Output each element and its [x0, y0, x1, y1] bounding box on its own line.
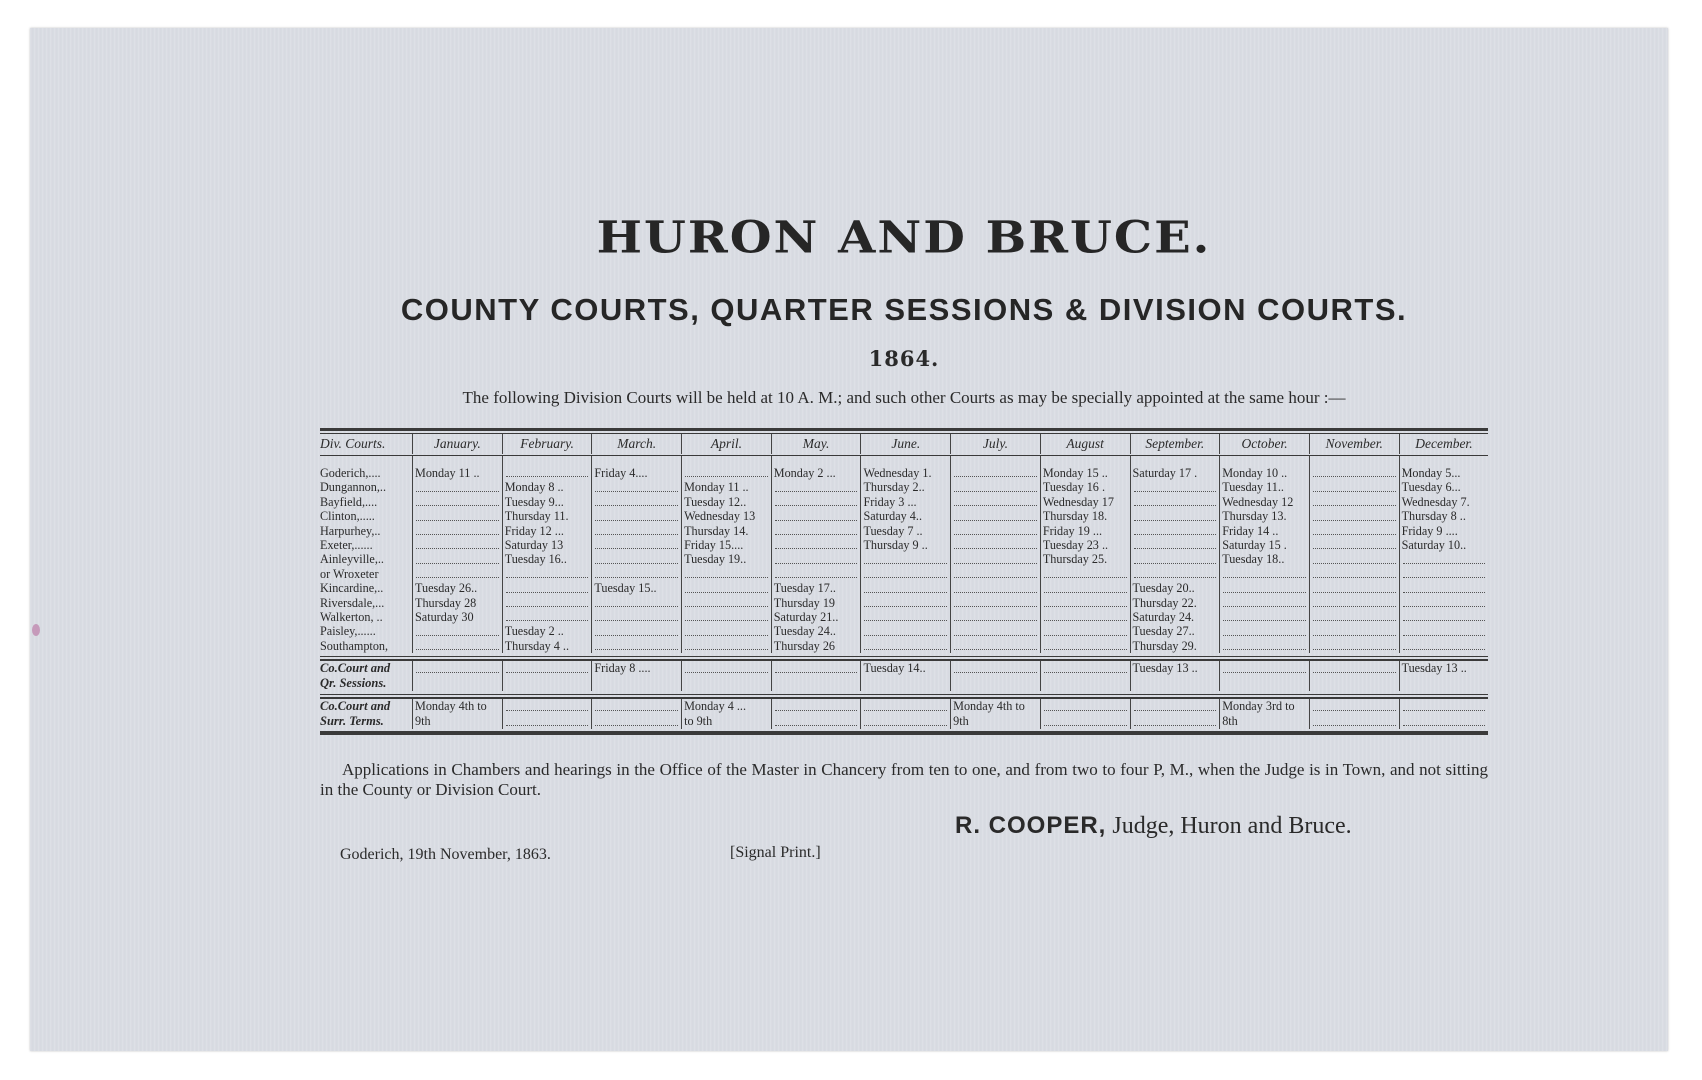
- court-date-cell: [502, 596, 592, 610]
- court-date-cell: Thursday 18.: [1040, 509, 1130, 523]
- court-name-cell: Walkerton, ..: [320, 609, 383, 624]
- court-name-cell: Ainleyville,..: [320, 552, 384, 567]
- division-courts-rows: [320, 466, 1488, 653]
- court-date-cell: [1399, 676, 1489, 691]
- intro-text: The following Division Courts will be held at 10 A. M.; and such other Courts as may be specially appointed at the same hour :—: [462, 388, 1346, 407]
- court-date-cell: [771, 714, 861, 729]
- court-date-cell: [1399, 624, 1489, 638]
- court-date-cell: [1040, 624, 1130, 638]
- court-date-cell: [1130, 538, 1220, 552]
- place-and-date: Goderich, 19th November, 1863.: [340, 846, 551, 863]
- court-date-cell: Friday 8 ....: [591, 661, 681, 676]
- court-date-cell: [681, 639, 771, 653]
- signature-name: R. COOPER,: [955, 812, 1107, 839]
- printer-credit: [Signal Print.]: [730, 844, 821, 861]
- court-date-cell: Friday 15....: [681, 538, 771, 552]
- court-date-cell: Wednesday 1.: [860, 466, 950, 480]
- court-date-cell: [1309, 538, 1399, 552]
- column-header: November.: [1309, 434, 1399, 454]
- court-name-cell: Dungannon,..: [320, 480, 387, 495]
- poster-subtitle: COUNTY COURTS, QUARTER SESSIONS & DIVISION COURTS.: [400, 292, 1408, 327]
- court-date-cell: Saturday 15 .: [1219, 538, 1309, 552]
- court-date-cell: [771, 480, 861, 494]
- table-row: [320, 509, 1488, 523]
- court-date-cell: [950, 661, 1040, 676]
- court-date-cell: [591, 524, 681, 538]
- row-label: Co.Court and: [320, 699, 391, 714]
- signature: [955, 812, 1352, 840]
- court-date-cell: Saturday 4..: [860, 509, 950, 523]
- court-date-cell: [1309, 567, 1399, 581]
- court-date-cell: [1130, 480, 1220, 494]
- poster-title: HURON AND BRUCE.: [596, 212, 1212, 264]
- court-date-cell: [771, 661, 861, 676]
- court-date-cell: [771, 509, 861, 523]
- court-date-cell: [681, 661, 771, 676]
- column-header: September.: [1130, 434, 1220, 454]
- court-date-cell: [950, 639, 1040, 653]
- table-row: [320, 624, 1488, 638]
- court-date-cell: [860, 714, 950, 729]
- court-date-cell: [1040, 699, 1130, 714]
- court-date-cell: [1219, 624, 1309, 638]
- court-date-cell: to 9th: [681, 714, 771, 729]
- table-row: [320, 567, 1488, 581]
- court-date-cell: [412, 495, 502, 509]
- court-date-cell: Saturday 21..: [771, 610, 861, 624]
- court-date-cell: [681, 466, 771, 480]
- court-name-cell: Southampton,: [320, 638, 389, 653]
- court-date-cell: Friday 19 ...: [1040, 524, 1130, 538]
- column-header: June.: [860, 434, 950, 454]
- court-date-cell: [1040, 567, 1130, 581]
- table-row: [320, 714, 1488, 729]
- court-date-cell: Thursday 26: [771, 639, 861, 653]
- court-date-cell: Thursday 2..: [860, 480, 950, 494]
- court-date-cell: Wednesday 17: [1040, 495, 1130, 509]
- surrogate-terms-rows: [320, 699, 1488, 729]
- court-date-cell: [860, 624, 950, 638]
- signature-title: Judge, Huron and Bruce.: [1112, 813, 1352, 839]
- court-date-cell: Wednesday 13: [681, 509, 771, 523]
- table-row: [320, 610, 1488, 624]
- court-date-cell: [950, 581, 1040, 595]
- court-date-cell: [1219, 610, 1309, 624]
- court-date-cell: [1130, 676, 1220, 691]
- section-rule: [320, 656, 1488, 657]
- court-date-cell: [412, 480, 502, 494]
- table-row: [320, 639, 1488, 653]
- court-date-cell: [681, 581, 771, 595]
- court-date-cell: Thursday 29.: [1130, 639, 1220, 653]
- court-date-cell: Tuesday 17..: [771, 581, 861, 595]
- court-date-cell: Thursday 13.: [1219, 509, 1309, 523]
- court-name-cell: Harpurhey,..: [320, 523, 381, 538]
- column-header: July.: [950, 434, 1040, 454]
- table-row: [320, 495, 1488, 509]
- table-header-row: [320, 434, 1488, 454]
- court-date-cell: Tuesday 20..: [1130, 581, 1220, 595]
- court-date-cell: [591, 538, 681, 552]
- court-date-cell: [860, 552, 950, 566]
- court-date-cell: [591, 567, 681, 581]
- court-date-cell: [1040, 610, 1130, 624]
- court-date-cell: [1040, 714, 1130, 729]
- court-date-cell: Tuesday 26..: [412, 581, 502, 595]
- court-date-cell: Monday 2 ...: [771, 466, 861, 480]
- court-date-cell: [950, 610, 1040, 624]
- court-date-cell: [412, 661, 502, 676]
- court-date-cell: [1309, 699, 1399, 714]
- table-gap: [320, 456, 1488, 466]
- court-date-cell: [412, 552, 502, 566]
- court-date-cell: Friday 4....: [591, 466, 681, 480]
- court-date-cell: [591, 714, 681, 729]
- court-date-cell: Monday 3rd to: [1219, 699, 1309, 714]
- court-date-cell: 9th: [412, 714, 502, 729]
- court-date-cell: Monday 10 ..: [1219, 466, 1309, 480]
- court-date-cell: [950, 495, 1040, 509]
- court-date-cell: [502, 567, 592, 581]
- row-label: Co.Court and: [320, 661, 391, 676]
- court-date-cell: Monday 5...: [1399, 466, 1489, 480]
- table-row: [320, 538, 1488, 552]
- court-date-cell: Friday 14 ..: [1219, 524, 1309, 538]
- court-date-cell: [1309, 480, 1399, 494]
- column-header: February.: [502, 434, 592, 454]
- court-date-cell: Tuesday 2 ..: [502, 624, 592, 638]
- court-date-cell: [591, 596, 681, 610]
- court-date-cell: Thursday 14.: [681, 524, 771, 538]
- table-row: [320, 581, 1488, 595]
- court-date-cell: [1040, 661, 1130, 676]
- court-date-cell: [1130, 567, 1220, 581]
- court-date-cell: [591, 624, 681, 638]
- court-name-cell: Paisley,......: [320, 624, 376, 639]
- court-date-cell: Tuesday 27..: [1130, 624, 1220, 638]
- table-row: [320, 524, 1488, 538]
- table-row: [320, 552, 1488, 566]
- court-date-cell: [950, 538, 1040, 552]
- court-date-cell: Tuesday 16 .: [1040, 480, 1130, 494]
- court-date-cell: Monday 4 ...: [681, 699, 771, 714]
- court-date-cell: [860, 596, 950, 610]
- court-date-cell: [1309, 639, 1399, 653]
- court-date-cell: Monday 4th to: [950, 699, 1040, 714]
- poster-sheet: [30, 28, 1668, 1051]
- court-date-cell: Tuesday 24..: [771, 624, 861, 638]
- column-header: Div. Courts.: [320, 436, 386, 451]
- court-date-cell: [681, 596, 771, 610]
- court-date-cell: [1130, 495, 1220, 509]
- court-date-cell: Monday 11 ..: [681, 480, 771, 494]
- court-date-cell: [1399, 567, 1489, 581]
- row-label: Qr. Sessions.: [320, 676, 387, 691]
- court-date-cell: [591, 480, 681, 494]
- court-date-cell: [1040, 581, 1130, 595]
- court-date-cell: Tuesday 13 ..: [1130, 661, 1220, 676]
- court-date-cell: Saturday 17 .: [1130, 466, 1220, 480]
- court-date-cell: Thursday 25.: [1040, 552, 1130, 566]
- court-date-cell: [950, 676, 1040, 691]
- court-date-cell: [1399, 714, 1489, 729]
- court-date-cell: [502, 676, 592, 691]
- column-header: December.: [1399, 434, 1489, 454]
- court-date-cell: Thursday 22.: [1130, 596, 1220, 610]
- court-date-cell: [1130, 699, 1220, 714]
- court-date-cell: [1219, 581, 1309, 595]
- court-date-cell: Monday 4th to: [412, 699, 502, 714]
- column-header: May.: [771, 434, 861, 454]
- court-date-cell: [860, 581, 950, 595]
- court-date-cell: Tuesday 7 ..: [860, 524, 950, 538]
- court-date-cell: [1309, 495, 1399, 509]
- court-date-cell: [681, 567, 771, 581]
- court-date-cell: [950, 624, 1040, 638]
- court-date-cell: [950, 466, 1040, 480]
- court-date-cell: [1399, 552, 1489, 566]
- court-date-cell: Thursday 4 ..: [502, 639, 592, 653]
- column-header: October.: [1219, 434, 1309, 454]
- court-date-cell: [1309, 581, 1399, 595]
- court-date-cell: [771, 495, 861, 509]
- court-date-cell: Thursday 11.: [502, 509, 592, 523]
- court-date-cell: [591, 699, 681, 714]
- court-date-cell: [1219, 639, 1309, 653]
- court-date-cell: [412, 676, 502, 691]
- court-date-cell: Monday 8 ..: [502, 480, 592, 494]
- table-top-rule: [320, 428, 1488, 431]
- court-date-cell: [771, 538, 861, 552]
- court-date-cell: [860, 610, 950, 624]
- court-date-cell: [681, 676, 771, 691]
- court-date-cell: [860, 639, 950, 653]
- court-date-cell: Tuesday 11..: [1219, 480, 1309, 494]
- court-date-cell: [950, 552, 1040, 566]
- court-date-cell: Wednesday 7.: [1399, 495, 1489, 509]
- court-date-cell: [1219, 567, 1309, 581]
- court-date-cell: [681, 610, 771, 624]
- court-date-cell: Thursday 19: [771, 596, 861, 610]
- court-date-cell: [1040, 639, 1130, 653]
- court-date-cell: Tuesday 23 ..: [1040, 538, 1130, 552]
- court-date-cell: [1309, 466, 1399, 480]
- table-bottom-rule: [320, 732, 1488, 735]
- court-date-cell: 8th: [1219, 714, 1309, 729]
- table-row: [320, 661, 1488, 676]
- court-date-cell: [860, 676, 950, 691]
- court-date-cell: [502, 466, 592, 480]
- court-date-cell: [412, 567, 502, 581]
- court-date-cell: [860, 567, 950, 581]
- court-date-cell: [591, 639, 681, 653]
- court-date-cell: Tuesday 14..: [860, 661, 950, 676]
- court-date-cell: Saturday 13: [502, 538, 592, 552]
- court-date-cell: [950, 524, 1040, 538]
- court-date-cell: [1219, 596, 1309, 610]
- court-date-cell: [1309, 676, 1399, 691]
- court-date-cell: [1130, 509, 1220, 523]
- court-date-cell: [502, 699, 592, 714]
- court-date-cell: [771, 552, 861, 566]
- court-name-cell: or Wroxeter: [320, 566, 379, 581]
- court-date-cell: 9th: [950, 714, 1040, 729]
- column-header: August: [1040, 434, 1130, 454]
- court-name-cell: Riversdale,...: [320, 595, 385, 610]
- court-date-cell: [1309, 509, 1399, 523]
- court-date-cell: [1040, 596, 1130, 610]
- court-date-cell: Tuesday 13 ..: [1399, 661, 1489, 676]
- court-schedule-table: [320, 428, 1488, 735]
- court-date-cell: [950, 567, 1040, 581]
- column-header: April.: [681, 434, 771, 454]
- court-date-cell: [1130, 524, 1220, 538]
- court-date-cell: [1219, 676, 1309, 691]
- court-date-cell: [1309, 524, 1399, 538]
- court-date-cell: [502, 714, 592, 729]
- court-date-cell: [1399, 596, 1489, 610]
- court-date-cell: Monday 11 ..: [412, 466, 502, 480]
- court-date-cell: [1309, 661, 1399, 676]
- court-date-cell: [591, 610, 681, 624]
- table-row: [320, 596, 1488, 610]
- court-name-cell: Kincardine,..: [320, 581, 384, 596]
- court-date-cell: Tuesday 15..: [591, 581, 681, 595]
- court-date-cell: Wednesday 12: [1219, 495, 1309, 509]
- section-rule-2: [320, 694, 1488, 695]
- court-date-cell: [1399, 699, 1489, 714]
- court-date-cell: [860, 699, 950, 714]
- court-date-cell: [1309, 624, 1399, 638]
- court-date-cell: Tuesday 18..: [1219, 552, 1309, 566]
- poster-year: 1864.: [868, 346, 940, 371]
- court-date-cell: Tuesday 19..: [681, 552, 771, 566]
- court-date-cell: Saturday 24.: [1130, 610, 1220, 624]
- court-date-cell: [591, 495, 681, 509]
- court-date-cell: [771, 567, 861, 581]
- court-date-cell: [1309, 596, 1399, 610]
- court-date-cell: [950, 480, 1040, 494]
- court-date-cell: [950, 596, 1040, 610]
- court-date-cell: [412, 524, 502, 538]
- court-date-cell: [1309, 610, 1399, 624]
- table-row: [320, 699, 1488, 714]
- row-label: Surr. Terms.: [320, 714, 384, 729]
- court-date-cell: Thursday 28: [412, 596, 502, 610]
- court-date-cell: [591, 676, 681, 691]
- table-row: [320, 466, 1488, 480]
- court-date-cell: [412, 624, 502, 638]
- court-name-cell: Bayfield,....: [320, 494, 378, 509]
- court-date-cell: Tuesday 12..: [681, 495, 771, 509]
- court-date-cell: [1309, 552, 1399, 566]
- court-date-cell: Thursday 8 ..: [1399, 509, 1489, 523]
- court-date-cell: [1399, 610, 1489, 624]
- column-header: March.: [591, 434, 681, 454]
- court-date-cell: [1130, 552, 1220, 566]
- court-date-cell: [591, 552, 681, 566]
- court-date-cell: [502, 661, 592, 676]
- court-date-cell: [502, 581, 592, 595]
- court-date-cell: [1040, 676, 1130, 691]
- court-date-cell: Tuesday 16..: [502, 552, 592, 566]
- court-date-cell: [1219, 661, 1309, 676]
- court-date-cell: [950, 509, 1040, 523]
- court-date-cell: Tuesday 6...: [1399, 480, 1489, 494]
- court-date-cell: [1130, 714, 1220, 729]
- court-date-cell: [412, 538, 502, 552]
- court-name-cell: Clinton,.....: [320, 509, 375, 524]
- court-date-cell: [1399, 639, 1489, 653]
- court-date-cell: Thursday 9 ..: [860, 538, 950, 552]
- court-date-cell: Friday 3 ...: [860, 495, 950, 509]
- court-date-cell: Monday 15 ..: [1040, 466, 1130, 480]
- court-date-cell: [771, 699, 861, 714]
- court-date-cell: Friday 9 ....: [1399, 524, 1489, 538]
- court-date-cell: [681, 624, 771, 638]
- court-date-cell: [1309, 714, 1399, 729]
- column-header: January.: [412, 434, 502, 454]
- court-date-cell: [502, 610, 592, 624]
- court-date-cell: [771, 676, 861, 691]
- court-date-cell: Saturday 10..: [1399, 538, 1489, 552]
- table-row: [320, 480, 1488, 494]
- court-date-cell: [412, 639, 502, 653]
- court-date-cell: Friday 12 ...: [502, 524, 592, 538]
- court-date-cell: Saturday 30: [412, 610, 502, 624]
- court-date-cell: [1399, 581, 1489, 595]
- court-date-cell: [591, 509, 681, 523]
- quarter-sessions-rows: [320, 661, 1488, 691]
- table-row: [320, 676, 1488, 691]
- court-date-cell: [412, 509, 502, 523]
- court-name-cell: Exeter,......: [320, 537, 373, 552]
- court-name-cell: Goderich,....: [320, 466, 381, 480]
- chambers-note: Applications in Chambers and hearings in the Office of the Master in Chancery from ten to one, and from two to four P, M., when the Judge is in Town, and not sitting in the County or Division Court.: [320, 760, 1488, 799]
- court-date-cell: [771, 524, 861, 538]
- court-date-cell: Tuesday 9...: [502, 495, 592, 509]
- ink-stain: [32, 624, 40, 636]
